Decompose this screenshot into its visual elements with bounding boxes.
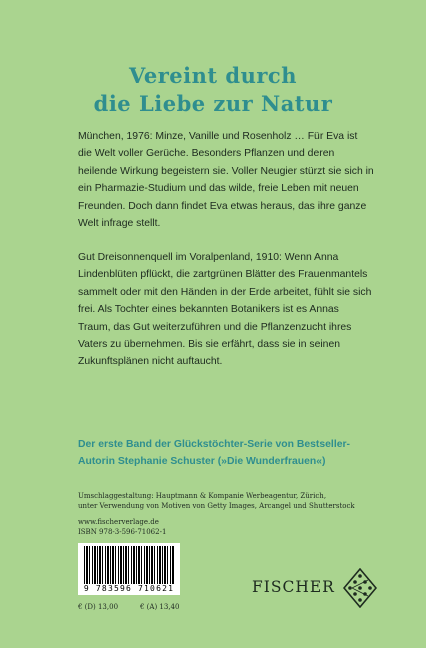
barcode-digits: 9 783596 710621	[83, 584, 175, 593]
series-tagline: Der erste Band der Glückstöchter-Serie von Bestseller-Autorin Stephanie Schuster (»Die Wunderfrauen«)	[78, 439, 350, 468]
publisher-name: FISCHER	[252, 578, 335, 596]
barcode	[78, 543, 180, 595]
fischer-logo-icon	[343, 568, 377, 608]
isbn: ISBN 978-3-596-71062-1	[78, 528, 167, 536]
cover-credits-line-2: unter Verwendung von Motiven von Getty Images, Arcangel und Shutterstock	[78, 502, 355, 510]
blurb-paragraph-1: München, 1976: Minze, Vanille und Rosenholz … Für Eva ist die Welt voller Gerüche. Besonders Pflanzen und deren heilende Wirkung begeistern sie. Voller Neugier stürzt sie sich in ein Pharmazie-Studium und das wilde, freie Leben mit neuen Freunden. Doch dann findet Eva etwas heraus, das ihre ganze Welt infrage stellt.	[78, 131, 374, 230]
blurb-paragraph-2: Gut Dreisonnenquell im Voralpenland, 1910: Wenn Anna Lindenblüten pflückt, die zartgrünen Blätter des Frauenmantels sammelt oder mit den Händen in der Erde arbeitet, fühlt sie sich frei. Als Tochter eines bekannten Botanikers ist es Annas Traum, das Gut weiterzuführen und die Pflanzenzucht ihres Vaters zu übernehmen. Bis sie erfährt, dass sie in seinen Zukunftsplänen nicht auftaucht.	[78, 252, 372, 368]
publisher-website: www.fischerverlage.de	[78, 518, 159, 526]
price-germany: € (D) 13,00	[78, 603, 119, 611]
headline-line-1: Vereint durch	[129, 63, 297, 88]
headline-line-2: die Liebe zur Natur	[93, 91, 333, 116]
cover-credits-line-1: Umschlaggestaltung: Hauptmann & Kompanie Werbeagentur, Zürich,	[78, 492, 327, 500]
barcode-bars	[84, 546, 174, 584]
price-austria: € (A) 13,40	[140, 603, 180, 611]
